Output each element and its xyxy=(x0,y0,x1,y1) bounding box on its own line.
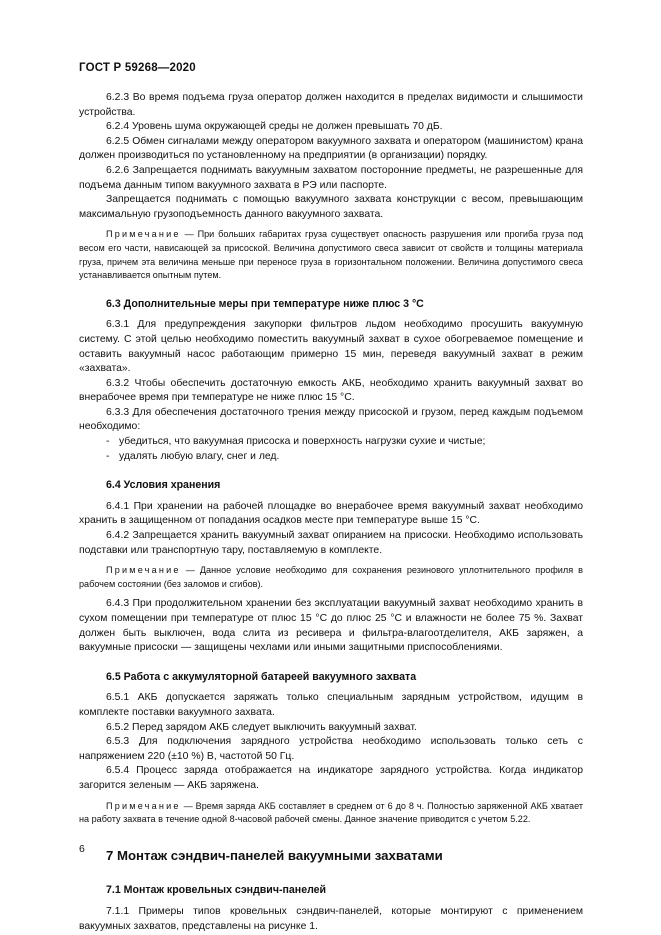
paragraph-6-4-2: 6.4.2 Запрещается хранить вакуумный захват опиранием на присоски. Необходимо использовать подставки или транспортную тару, поставляемую в комплекте. xyxy=(79,530,583,556)
heading-7-1: 7.1 Монтаж кровельных сэндвич-панелей xyxy=(106,884,327,897)
note-text: — Данное условие необходимо для сохранения резинового уплотнительного профиля в рабочем состоянии (без заломов и сгибов). xyxy=(79,565,583,589)
paragraph-6-3-2: 6.3.2 Чтобы обеспечить достаточную емкость АКБ, необходимо хранить вакуумный захват во внерабочее время при температуре не ниже плюс 15 °C. xyxy=(79,377,583,404)
list-item-text: удалять любую влагу, снег и лед. xyxy=(119,450,280,462)
paragraph-6-5-3: 6.5.3 Для подключения зарядного устройства необходимо использовать только сеть с напряжением 220 (±10 %) В, частотой 50 Гц. xyxy=(79,736,583,762)
list-item-text: убедиться, что вакуумная присоска и поверхность нагрузки сухие и чистые; xyxy=(119,436,486,448)
page-number: 6 xyxy=(79,844,85,855)
paragraph-6-3-3: 6.3.3 Для обеспечения достаточного трения между присоской и грузом, перед каждым подъемом необходимо: xyxy=(79,406,583,433)
note-label: Примечание xyxy=(106,800,181,811)
paragraph-6-2-4: 6.2.4 Уровень шума окружающей среды не должен превышать 70 дБ. xyxy=(106,121,443,133)
document-header: ГОСТ Р 59268—2020 xyxy=(79,62,196,74)
paragraph-6-2-5: 6.2.5 Обмен сигналами между оператором вакуумного захвата и оператором (машинистом) крана должен производиться по установленному на предприятии (в организации) порядку. xyxy=(79,135,583,162)
paragraph-6-4-3: 6.4.3 При продолжительном хранении без эксплуатации вакуумный захват необходимо хранить в сухом помещении при температуре от плюс 15 °C до плюс 25 °C и влажности не более 75 %. Захват должен быть выключен, вода слита из ресивера и фильтра-влагоотделителя, АКБ заряжен, а вакуумные присоски — защищены чехлами или иными защитными приспособлениями. xyxy=(79,598,583,654)
list-dash: - xyxy=(106,436,110,448)
heading-7: 7 Монтаж сэндвич-панелей вакуумными захватами xyxy=(106,847,443,863)
list-item xyxy=(79,450,583,465)
paragraph-6-3-1: 6.3.1 Для предупреждения закупорки фильтров льдом необходимо просушить вакуумную систему. С этой целью необходимо поместить вакуумный захват в сухое обогреваемое помещение и оставить вакуумный насос работающим примерно 15 мин, переведя вакуумный захват в режим «захвата». xyxy=(79,319,583,375)
paragraph-6-5-4: 6.5.4 Процесс заряда отображается на индикаторе зарядного устройства. Когда индикатор загорится зеленым — АКБ заряжена. xyxy=(79,765,583,791)
document-body xyxy=(79,91,583,934)
list-item xyxy=(79,435,583,450)
paragraph-6-2-6: 6.2.6 Запрещается поднимать вакуумным захватом посторонние предметы, не разрешенные для подъема данным типом вакуумного захвата в РЭ или паспорте. xyxy=(79,164,583,191)
heading-6-4: 6.4 Условия хранения xyxy=(106,479,221,492)
note-3 xyxy=(79,800,583,827)
paragraph-6-4-1: 6.4.1 При хранении на рабочей площадке во внерабочее время вакуумный захват необходимо хранить в защищенном от попадания осадков месте при температуре выше 15 °C. xyxy=(79,500,583,527)
paragraph-6-5-2: 6.5.2 Перед зарядом АКБ следует выключить вакуумный захват. xyxy=(106,721,417,733)
heading-6-3: 6.3 Дополнительные меры при температуре ниже плюс 3 °C xyxy=(106,297,424,310)
paragraph-6-2-6-cont: Запрещается поднимать с помощью вакуумного захвата конструкции с весом, превышающим максимальную грузоподъемность данного вакуумного захвата. xyxy=(79,194,583,220)
note-text: — Время заряда АКБ составляет в среднем от 6 до 8 ч. Полностью заряженной АКБ хватает на работу захвата в течение одной 8-часовой рабочей смены. Данное значение приводится с учетом 5.22. xyxy=(79,800,584,825)
paragraph-7-1-1: 7.1.1 Примеры типов кровельных сэндвич-панелей, которые монтируют с применением вакуумных захватов, представлены на рисунке 1. xyxy=(79,905,583,932)
heading-6-5: 6.5 Работа с аккумуляторной батареей вакуумного захвата xyxy=(106,670,417,683)
note-text: — При больших габаритах груза существует опасность разрушения или прогиба груза под весом его части, нависающей за присоской. Величина допустимого свеса зависит от свойств и толщины материала груза, причем эта величина меньше при переносе груза в горизонтальном положении. Величина допустимого свеса устанавливается опытным путем. xyxy=(79,229,584,281)
paragraph-6-5-1: 6.5.1 АКБ допускается заряжать только специальным зарядным устройством, идущим в комплекте поставки вакуумного захвата. xyxy=(79,692,583,718)
note-1 xyxy=(79,228,583,282)
note-2 xyxy=(79,564,583,591)
note-label: Примечание xyxy=(106,229,181,240)
note-label: Примечание xyxy=(106,565,181,576)
list-dash: - xyxy=(106,450,110,462)
paragraph-6-2-3: 6.2.3 Во время подъема груза оператор должен находится в пределах видимости и слышимости устройства. xyxy=(79,92,583,118)
